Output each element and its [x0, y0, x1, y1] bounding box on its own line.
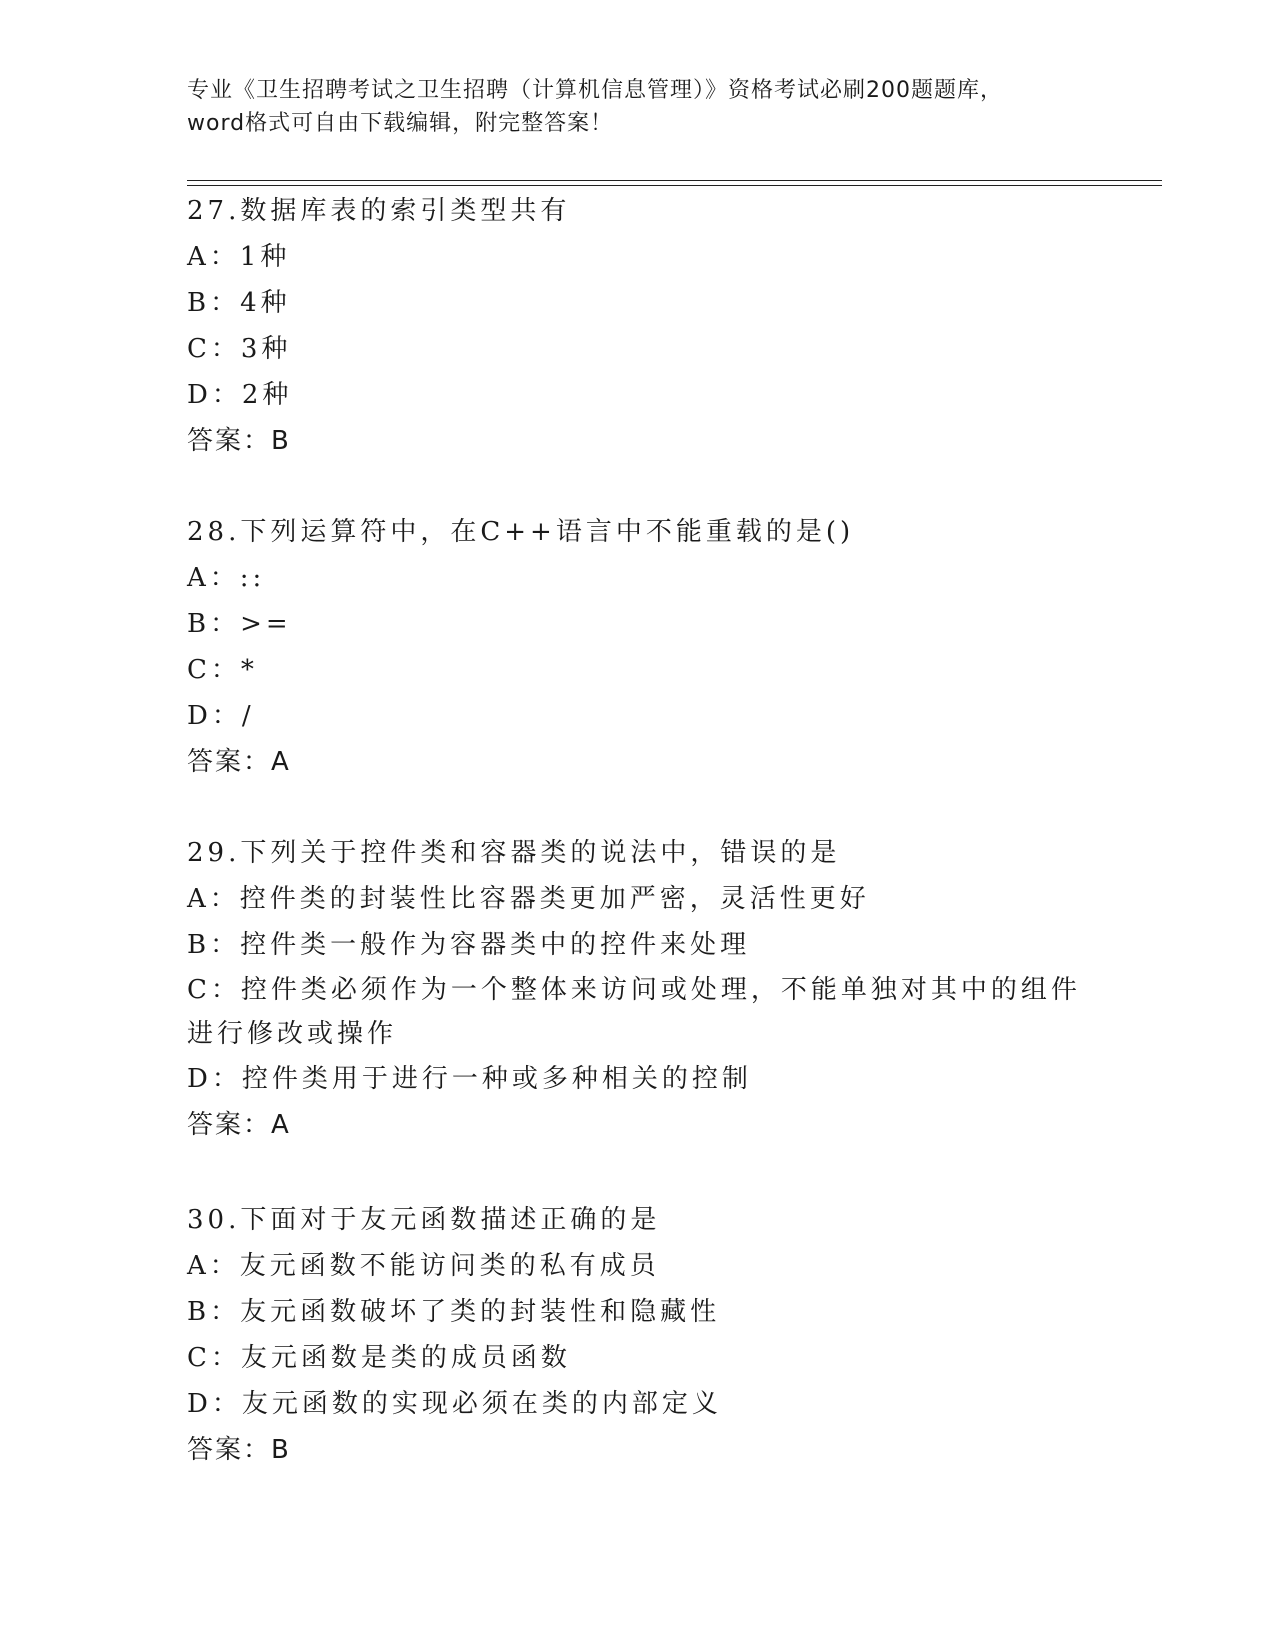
header-divider-bottom	[187, 185, 1162, 186]
option-d: D：2种	[187, 380, 293, 410]
answer-label: 答案：A	[187, 747, 291, 777]
question-stem: 29.下列关于控件类和容器类的说法中，错误的是	[187, 838, 841, 868]
question-stem: 30.下面对于友元函数描述正确的是	[187, 1205, 661, 1235]
option-c: C：控件类必须作为一个整体来访问或处理，不能单独对其中的组件进行修改或操作	[187, 975, 1081, 1049]
option-c: C：3种	[187, 334, 292, 364]
option-b: B：友元函数破坏了类的封装性和隐藏性	[187, 1297, 721, 1327]
option-d: D：控件类用于进行一种或多种相关的控制	[187, 1064, 752, 1094]
document-header	[187, 74, 1087, 140]
option-c: C：友元函数是类的成员函数	[187, 1343, 571, 1373]
answer-label: 答案：B	[187, 1435, 291, 1465]
header-divider-top	[187, 180, 1162, 181]
option-a: A：控件类的封装性比容器类更加严密，灵活性更好	[187, 884, 870, 914]
option-b: B：控件类一般作为容器类中的控件来处理	[187, 930, 751, 960]
option-a: A：友元函数不能访问类的私有成员	[187, 1251, 660, 1281]
option-a: A：1种	[187, 242, 291, 272]
header-line-1: 专业《卫生招聘考试之卫生招聘（计算机信息管理）》资格考试必刷200题题库，	[187, 78, 1003, 103]
option-d: D：/	[187, 701, 255, 731]
question-stem: 28.下列运算符中，在C++语言中不能重载的是()	[187, 517, 855, 547]
option-a: A：::	[187, 563, 266, 593]
question-30	[187, 1197, 1087, 1473]
question-stem: 27.数据库表的索引类型共有	[187, 196, 571, 226]
option-b: B：>=	[187, 609, 292, 639]
option-b: B：4种	[187, 288, 291, 318]
option-c: C：*	[187, 655, 258, 685]
answer-label: 答案：B	[187, 426, 291, 456]
header-line-2: word格式可自由下载编辑，附完整答案！	[187, 111, 614, 136]
question-27	[187, 188, 1087, 464]
option-d: D：友元函数的实现必须在类的内部定义	[187, 1389, 722, 1419]
answer-label: 答案：A	[187, 1110, 291, 1140]
question-29	[187, 830, 1087, 1148]
question-28	[187, 509, 1087, 785]
